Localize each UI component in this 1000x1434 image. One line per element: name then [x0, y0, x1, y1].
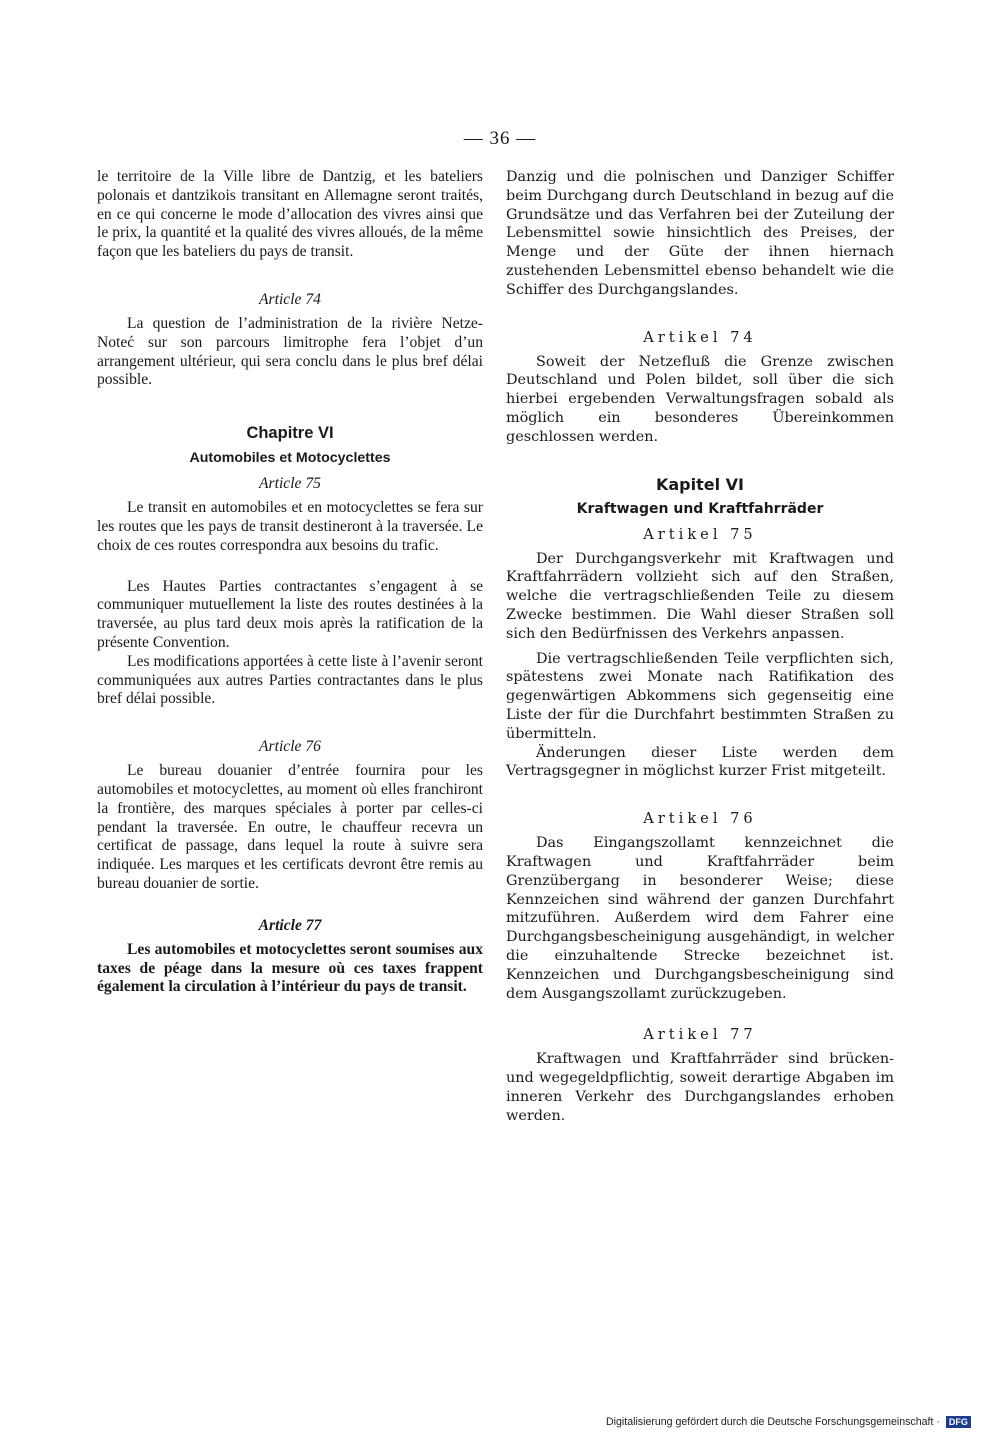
french-column [97, 168, 483, 997]
de-article-77-title: Artikel 77 [643, 1026, 757, 1044]
fr-article-77-text: Les automobiles et motocyclettes seront soumises aux taxes de péage dans la mesure où ces taxes frappent également la circulation à l’intérieur du pays de transit. [97, 940, 483, 996]
de-article-75-title: Artikel 75 [643, 525, 757, 543]
fr-article-75-paragraph-2: Les Hautes Parties contractantes s’engagent à se communiquer mutuellement la liste des routes destinées à la traversée, au plus tard deux mois après la ratification de la présente Convention. [97, 577, 483, 651]
fr-article-75-paragraph-3: Les modifications apportées à cette liste à l’avenir seront communiquées aux autres Parties contractantes dans le plus bref délai possible. [97, 652, 483, 708]
fr-article-76-text: Le bureau douanier d’entrée fournira pour les automobiles et motocyclettes, au moment où elles franchiront la frontière, des marques spéciales à porter par celles-ci pendant la traversée. En outre, le chauffeur recevra un certificat de passage, dans lequel la route à suivre sera indiquée. Les marques et les certificats devront être remis au bureau douanier de sortie. [97, 762, 483, 892]
de-article-74-title: Artikel 74 [643, 328, 757, 346]
fr-chapter-subtitle: Automobiles et Motocyclettes [189, 450, 391, 467]
fr-article-75-paragraph-1: Le transit en automobiles et en motocyclettes se fera sur les routes que les pays de transit destineront à la traversée. Le choix de ces routes correspondra aux besoins du trafic. [97, 499, 483, 554]
footer-text: Digitalisierung gefördert durch die Deutsche Forschungsgemeinschaft · [606, 1416, 940, 1428]
fr-article-77-title: Article 77 [258, 916, 322, 934]
de-article-77-text: Kraftwagen und Kraftfahrräder sind brücken- und wegegeldpflichtig, soweit derartige Abgaben im inneren Verkehr des Durchgangslandes erhoben werden. [506, 1051, 894, 1124]
de-article-74-text: Soweit der Netzefluß die Grenze zwischen Deutschland und Polen bildet, soll über die sich hierbei ergebenden Verwaltungsfragen sobald als möglich ein besonderes Übereinkommen geschlossen werden. [506, 353, 894, 445]
dfg-logo-icon: DFG [946, 1416, 971, 1428]
fr-chapter-title: Chapitre VI [246, 424, 334, 443]
de-article-75-paragraph-1: Der Durchgangsverkehr mit Kraftwagen und Kraftfahrrädern vollzieht sich auf den Straßen, welche die vertragschließenden Teile zu diesem Zwecke bestimmen. Die Wahl dieser Straßen soll sich den Bedürfnissen des Verkehrs anpassen. [506, 550, 894, 642]
de-article-76-title: Artikel 76 [643, 810, 757, 828]
digitization-footer [606, 1416, 971, 1428]
de-article-75-paragraph-3: Änderungen dieser Liste werden dem Vertragsgegner in möglichst kurzer Frist mitgeteilt. [506, 744, 894, 780]
fr-article-76-title: Article 76 [259, 738, 321, 756]
de-chapter-title: Kapitel VI [655, 474, 745, 494]
de-article-76-text: Das Eingangszollamt kennzeichnet die Kraftwagen und Kraftfahrräder beim Grenzübergang in besonderer Weise; diese Kennzeichen sind während der ganzen Durchfahrt mitzuführen. Außerdem wird dem Fahrer eine Durchgangsbescheinigung ausgehändigt, in welcher die einzuhaltende Strecke bezeichnet ist. Kennzeichen und Durchgangsbescheinigung sind dem Ausgangszollamt zurückzugeben. [506, 835, 894, 1002]
fr-article-74-text: La question de l’administration de la rivière Netze-Noteć sur son parcours limitrophe fera l’objet d’un arrangement ultérieur, qui sera conclu dans le plus bref délai possible. [97, 314, 483, 389]
page-number: — 36 — [463, 128, 537, 149]
de-chapter-subtitle: Kraftwagen und Kraftfahrräder [576, 500, 824, 517]
fr-article-75-title: Article 75 [259, 475, 321, 493]
fr-article-74-title: Article 74 [259, 290, 321, 308]
de-paragraph-continued: Danzig und die polnischen und Danziger Schiffer beim Durchgang durch Deutschland in bezug auf die Grundsätze und das Verfahren bei der Zuteilung der Lebensmittel sowie hinsichtlich des Preises, der Menge und der Güte der ihnen hiernach zustehenden Lebensmittel ebenso behandelt wie die Schiffer des Durchgangslandes. [506, 169, 894, 298]
german-column [506, 168, 894, 1125]
fr-paragraph-continued: le territoire de la Ville libre de Dantzig, et les bateliers polonais et dantzikois transitant en Allemagne seront traités, en ce qui concerne le mode d’allocation des vivres ainsi que le prix, la quantité et la qualité des vivres alloués, de la même façon que les bateliers du pays de transit. [97, 168, 483, 261]
de-article-75-paragraph-2: Die vertragschließenden Teile verpflichten sich, spätestens zwei Monate nach Ratifikation des gegenwärtigen Abkommens sich gegenseitig eine Liste der für die Durchfahrt bestimmten Straßen zu übermitteln. [506, 650, 894, 742]
